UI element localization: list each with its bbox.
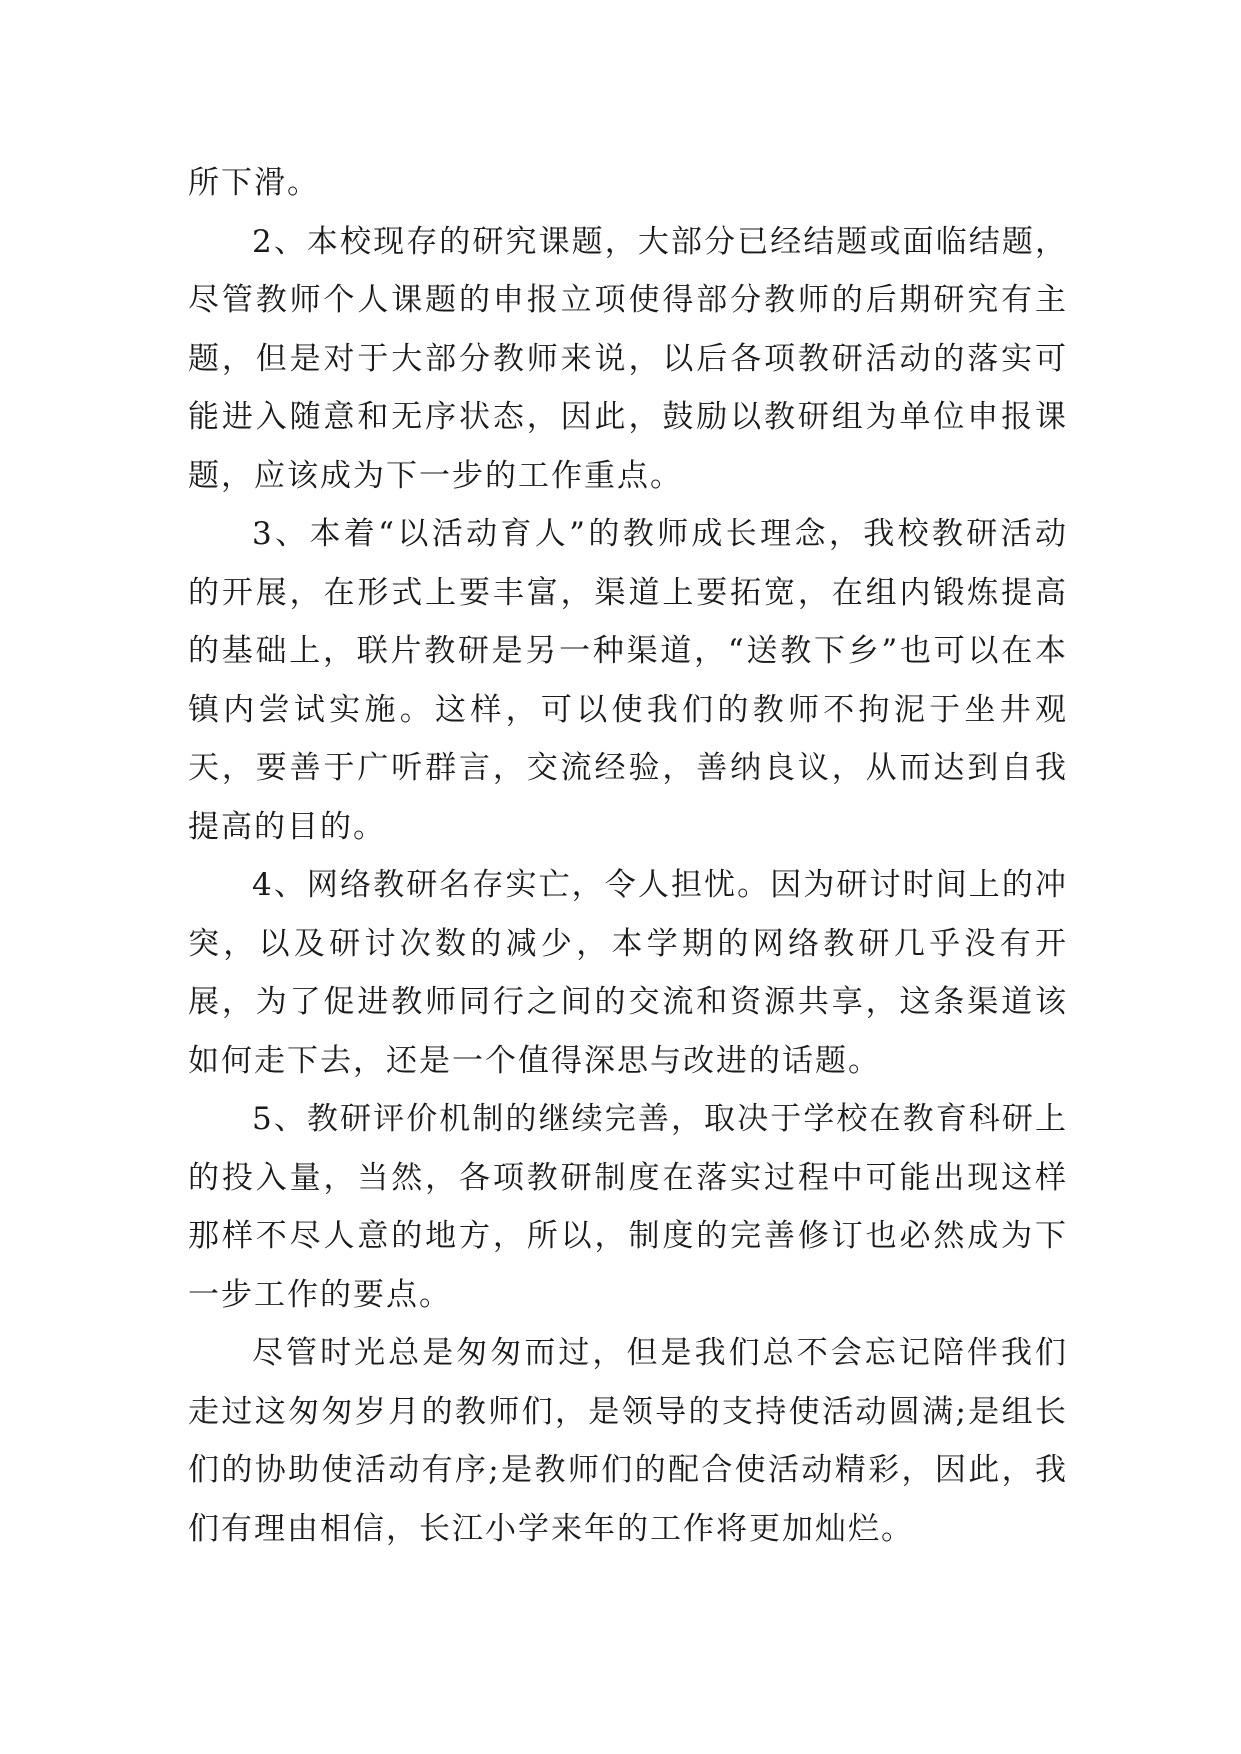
paragraph-conclusion: 尽管时光总是匆匆而过，但是我们总不会忘记陪伴我们走过这匆匆岁月的教师们，是领导的支持使活动圆满;是组长们的协助使活动有序;是教师们的配合使活动精彩，因此，我们有理由相信，长江小学来年的工作将更加灿烂。 <box>188 1335 1068 1547</box>
paragraph-item-3: 3、本着“以活动育人”的教师成长理念，我校教研活动的开展，在形式上要丰富，渠道上要拓宽，在组内锻炼提高的基础上，联片教研是另一种渠道，“送教下乡”也可以在本镇内尝试实施。这样，可以使我们的教师不拘泥于坐井观天，要善于广听群言，交流经验，善纳良议，从而达到自我提高的目的。 <box>188 516 1068 845</box>
document-body <box>188 154 1068 1558</box>
paragraph-item-4: 4、网络教研名存实亡，令人担忧。因为研讨时间上的冲突，以及研讨次数的减少，本学期的网络教研几乎没有开展，为了促进教师同行之间的交流和资源共享，这条渠道该如何走下去，还是一个值得深思与改进的话题。 <box>188 867 1068 1079</box>
paragraph-item-5: 5、教研评价机制的继续完善，取决于学校在教育科研上的投入量，当然，各项教研制度在落实过程中可能出现这样那样不尽人意的地方，所以，制度的完善修订也必然成为下一步工作的要点。 <box>188 1101 1068 1313</box>
paragraph-item-2: 2、本校现存的研究课题，大部分已经结题或面临结题，尽管教师个人课题的申报立项使得部分教师的后期研究有主题，但是对于大部分教师来说，以后各项教研活动的落实可能进入随意和无序状态，因此，鼓励以教研组为单位申报课题，应该成为下一步的工作重点。 <box>188 223 1068 494</box>
paragraph-continuation: 所下滑。 <box>188 165 320 201</box>
